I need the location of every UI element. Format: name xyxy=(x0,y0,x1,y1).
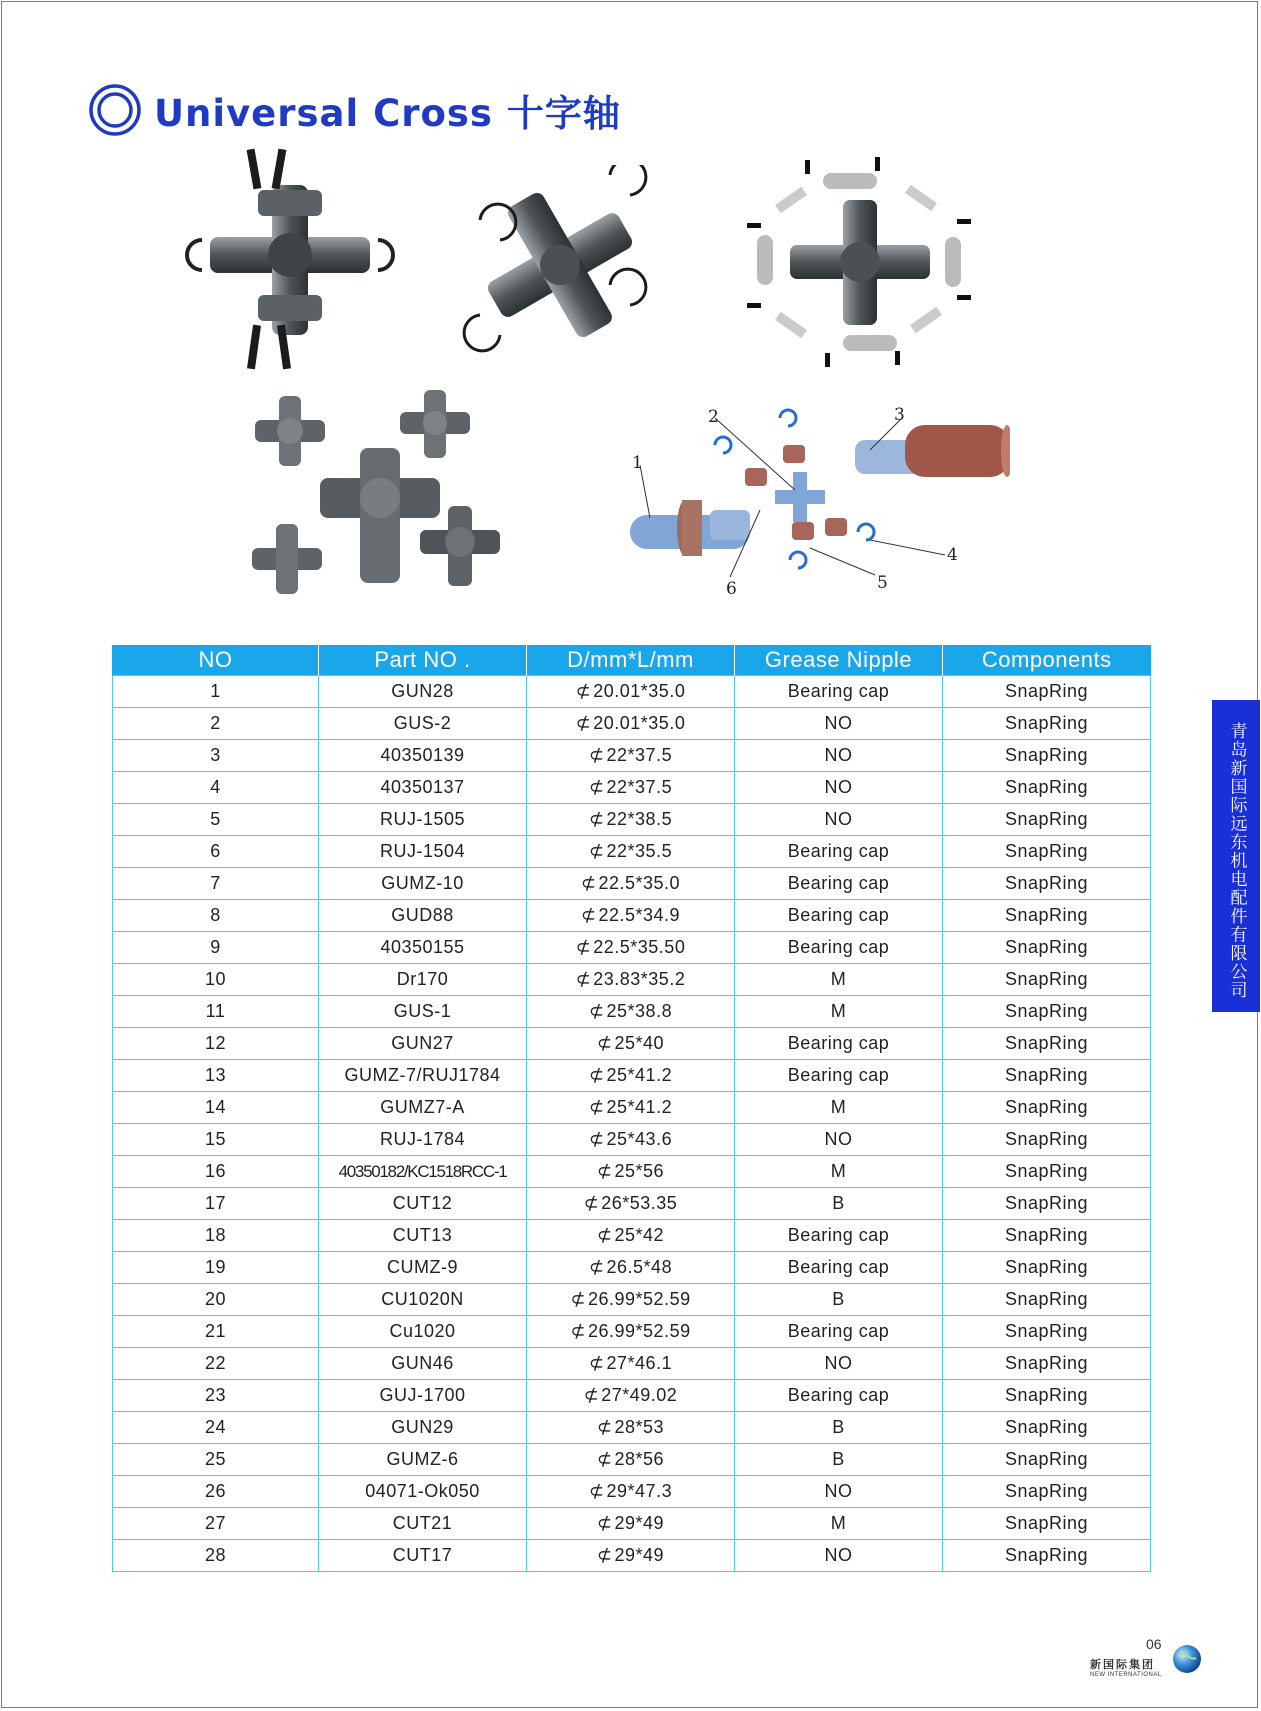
cell-part-no: RUJ-1505 xyxy=(319,804,527,836)
cell-part-no: CU1020N xyxy=(319,1284,527,1316)
cell-part-no: GUMZ-10 xyxy=(319,868,527,900)
diameter-symbol: ⊄ xyxy=(596,1417,613,1437)
cell-grease-nipple: Bearing cap xyxy=(735,900,943,932)
cell-part-no: 04071-Ok050 xyxy=(319,1476,527,1508)
table-row xyxy=(113,996,1151,1028)
diameter-symbol: ⊄ xyxy=(583,1193,600,1213)
forged-cross-blanks-photo xyxy=(250,390,505,605)
table-row xyxy=(113,1124,1151,1156)
diameter-symbol: ⊄ xyxy=(588,809,605,829)
dimension-value: 29*49 xyxy=(614,1545,665,1565)
cell-grease-nipple: Bearing cap xyxy=(735,1380,943,1412)
cell-no: 22 xyxy=(113,1348,319,1380)
cell-grease-nipple: NO xyxy=(735,1476,943,1508)
cell-no: 6 xyxy=(113,836,319,868)
diameter-symbol: ⊄ xyxy=(588,1257,605,1277)
cell-no: 1 xyxy=(113,676,319,708)
cell-no: 13 xyxy=(113,1060,319,1092)
table-row xyxy=(113,1188,1151,1220)
cell-dimensions xyxy=(527,1060,735,1092)
diameter-symbol: ⊄ xyxy=(580,905,597,925)
cell-dimensions xyxy=(527,1508,735,1540)
cell-part-no: GUMZ-6 xyxy=(319,1444,527,1476)
table-row xyxy=(113,868,1151,900)
diameter-symbol: ⊄ xyxy=(575,937,592,957)
cell-dimensions xyxy=(527,964,735,996)
table-row xyxy=(113,1380,1151,1412)
cell-part-no: GUN46 xyxy=(319,1348,527,1380)
dimension-value: 25*38.8 xyxy=(606,1001,673,1021)
cell-grease-nipple: Bearing cap xyxy=(735,1252,943,1284)
cell-no: 14 xyxy=(113,1092,319,1124)
table-row xyxy=(113,1284,1151,1316)
cell-components: SnapRing xyxy=(943,996,1151,1028)
header-dimensions: D/mm*L/mm xyxy=(527,645,735,676)
cell-part-no: 40350137 xyxy=(319,772,527,804)
cell-dimensions xyxy=(527,868,735,900)
cell-grease-nipple: Bearing cap xyxy=(735,1028,943,1060)
diameter-symbol: ⊄ xyxy=(596,1225,613,1245)
side-tab-company xyxy=(1212,700,1260,1012)
table-row xyxy=(113,804,1151,836)
cell-components: SnapRing xyxy=(943,1540,1151,1572)
cell-dimensions xyxy=(527,1476,735,1508)
cell-part-no: CUT21 xyxy=(319,1508,527,1540)
cell-grease-nipple: Bearing cap xyxy=(735,1220,943,1252)
cell-part-no: CUT17 xyxy=(319,1540,527,1572)
cell-components: SnapRing xyxy=(943,868,1151,900)
table-row xyxy=(113,676,1151,708)
cell-components: SnapRing xyxy=(943,804,1151,836)
dimension-value: 26*53.35 xyxy=(601,1193,678,1213)
cell-dimensions xyxy=(527,1220,735,1252)
cell-no: 23 xyxy=(113,1380,319,1412)
cell-components: SnapRing xyxy=(943,1220,1151,1252)
cell-components: SnapRing xyxy=(943,1508,1151,1540)
cell-no: 11 xyxy=(113,996,319,1028)
table-row xyxy=(113,1412,1151,1444)
table-body xyxy=(113,676,1151,1572)
dimension-value: 25*42 xyxy=(614,1225,665,1245)
cell-dimensions xyxy=(527,740,735,772)
diagram-label-6: 6 xyxy=(726,579,737,599)
cell-no: 16 xyxy=(113,1156,319,1188)
table-row xyxy=(113,1028,1151,1060)
table-row xyxy=(113,1540,1151,1572)
cell-part-no: GUN28 xyxy=(319,676,527,708)
cell-grease-nipple: Bearing cap xyxy=(735,836,943,868)
table-row xyxy=(113,1156,1151,1188)
dimension-value: 22*38.5 xyxy=(606,809,673,829)
diagram-label-4: 4 xyxy=(947,545,958,565)
cell-part-no: GUD88 xyxy=(319,900,527,932)
cell-grease-nipple: Bearing cap xyxy=(735,932,943,964)
cell-no: 18 xyxy=(113,1220,319,1252)
dimension-value: 25*56 xyxy=(614,1161,665,1181)
diameter-symbol: ⊄ xyxy=(596,1513,613,1533)
diameter-symbol: ⊄ xyxy=(596,1161,613,1181)
cell-components: SnapRing xyxy=(943,900,1151,932)
cell-components: SnapRing xyxy=(943,708,1151,740)
cell-grease-nipple: Bearing cap xyxy=(735,676,943,708)
cell-dimensions xyxy=(527,1156,735,1188)
cell-part-no: RUJ-1504 xyxy=(319,836,527,868)
cell-grease-nipple: NO xyxy=(735,708,943,740)
diameter-symbol: ⊄ xyxy=(596,1033,613,1053)
table-row xyxy=(113,1220,1151,1252)
page-number: 06 xyxy=(1146,1636,1162,1652)
diagram-label-3: 3 xyxy=(894,405,905,425)
cell-grease-nipple: M xyxy=(735,996,943,1028)
cell-no: 21 xyxy=(113,1316,319,1348)
footer-company-cn: 新国际集团 xyxy=(1090,1658,1155,1671)
cell-dimensions xyxy=(527,1316,735,1348)
cell-grease-nipple: NO xyxy=(735,1348,943,1380)
cell-grease-nipple: M xyxy=(735,964,943,996)
cell-grease-nipple: NO xyxy=(735,1540,943,1572)
diagram-label-2: 2 xyxy=(708,407,719,427)
diameter-symbol: ⊄ xyxy=(588,1065,605,1085)
table-row xyxy=(113,772,1151,804)
cell-dimensions xyxy=(527,1540,735,1572)
cell-dimensions xyxy=(527,804,735,836)
cell-grease-nipple: B xyxy=(735,1284,943,1316)
cell-dimensions xyxy=(527,1348,735,1380)
spec-table xyxy=(112,645,1151,1572)
dimension-value: 22.5*34.9 xyxy=(598,905,681,925)
table-row xyxy=(113,1476,1151,1508)
cell-no: 8 xyxy=(113,900,319,932)
diameter-symbol: ⊄ xyxy=(588,1353,605,1373)
table-header-row xyxy=(113,645,1151,676)
cell-dimensions xyxy=(527,1188,735,1220)
dimension-value: 27*46.1 xyxy=(606,1353,673,1373)
diameter-symbol: ⊄ xyxy=(575,713,592,733)
cell-dimensions xyxy=(527,1412,735,1444)
cell-no: 19 xyxy=(113,1252,319,1284)
cell-no: 26 xyxy=(113,1476,319,1508)
cell-components: SnapRing xyxy=(943,1252,1151,1284)
cell-grease-nipple: M xyxy=(735,1508,943,1540)
dimension-value: 23.83*35.2 xyxy=(593,969,686,989)
cell-part-no: GUN29 xyxy=(319,1412,527,1444)
cell-part-no: GUMZ-7/RUJ1784 xyxy=(319,1060,527,1092)
cell-grease-nipple: Bearing cap xyxy=(735,1060,943,1092)
table-row xyxy=(113,740,1151,772)
cell-no: 7 xyxy=(113,868,319,900)
cell-no: 27 xyxy=(113,1508,319,1540)
diameter-symbol: ⊄ xyxy=(588,1481,605,1501)
dimension-value: 25*41.2 xyxy=(606,1097,673,1117)
cell-grease-nipple: NO xyxy=(735,1124,943,1156)
dimension-value: 26.99*52.59 xyxy=(588,1321,691,1341)
cell-grease-nipple: M xyxy=(735,1156,943,1188)
diameter-symbol: ⊄ xyxy=(575,969,592,989)
cell-no: 4 xyxy=(113,772,319,804)
cell-no: 25 xyxy=(113,1444,319,1476)
cell-dimensions xyxy=(527,836,735,868)
cell-components: SnapRing xyxy=(943,1092,1151,1124)
cell-no: 28 xyxy=(113,1540,319,1572)
diameter-symbol: ⊄ xyxy=(570,1289,586,1309)
footer-company-en: NEW INTERNATIONAL xyxy=(1090,1672,1162,1678)
globe-icon xyxy=(1172,1644,1202,1674)
table-row xyxy=(113,900,1151,932)
dimension-value: 20.01*35.0 xyxy=(593,681,686,701)
diameter-symbol: ⊄ xyxy=(588,1097,605,1117)
cell-dimensions xyxy=(527,708,735,740)
cell-components: SnapRing xyxy=(943,1188,1151,1220)
cell-dimensions xyxy=(527,1124,735,1156)
cell-part-no: GUS-1 xyxy=(319,996,527,1028)
cell-components: SnapRing xyxy=(943,1028,1151,1060)
header-part-no: Part NO . xyxy=(319,645,527,676)
cell-part-no: CUT12 xyxy=(319,1188,527,1220)
cell-no: 5 xyxy=(113,804,319,836)
header-components: Components xyxy=(943,645,1151,676)
table-row xyxy=(113,1060,1151,1092)
side-tab-text: 青岛新国际远东机电配件有限公司 xyxy=(1226,722,1247,1000)
diameter-symbol: ⊄ xyxy=(580,873,597,893)
cell-components: SnapRing xyxy=(943,964,1151,996)
diameter-symbol: ⊄ xyxy=(588,1129,605,1149)
table-row xyxy=(113,1444,1151,1476)
cell-dimensions xyxy=(527,1092,735,1124)
dimension-value: 22*37.5 xyxy=(606,745,673,765)
table-row xyxy=(113,708,1151,740)
dimension-value: 26.5*48 xyxy=(606,1257,673,1277)
cell-components: SnapRing xyxy=(943,772,1151,804)
cell-grease-nipple: Bearing cap xyxy=(735,1316,943,1348)
cell-part-no: CUT13 xyxy=(319,1220,527,1252)
dimension-value: 22.5*35.50 xyxy=(593,937,686,957)
diameter-symbol: ⊄ xyxy=(570,1321,586,1341)
cell-grease-nipple: B xyxy=(735,1444,943,1476)
table-row xyxy=(113,932,1151,964)
cell-components: SnapRing xyxy=(943,1476,1151,1508)
cell-components: SnapRing xyxy=(943,1284,1151,1316)
table-row xyxy=(113,836,1151,868)
cell-dimensions xyxy=(527,1284,735,1316)
cell-no: 17 xyxy=(113,1188,319,1220)
cell-part-no: Dr170 xyxy=(319,964,527,996)
table-row xyxy=(113,1316,1151,1348)
cell-dimensions xyxy=(527,932,735,964)
cell-grease-nipple: NO xyxy=(735,740,943,772)
header-no: NO xyxy=(113,645,319,676)
cell-components: SnapRing xyxy=(943,740,1151,772)
cell-components: SnapRing xyxy=(943,1412,1151,1444)
cell-dimensions xyxy=(527,676,735,708)
table-row xyxy=(113,1508,1151,1540)
universal-cross-photo-bearing-cap xyxy=(180,145,400,375)
cell-dimensions xyxy=(527,1028,735,1060)
diameter-symbol: ⊄ xyxy=(588,745,605,765)
cell-no: 2 xyxy=(113,708,319,740)
cell-components: SnapRing xyxy=(943,1316,1151,1348)
diameter-symbol: ⊄ xyxy=(588,841,605,861)
dimension-value: 25*40 xyxy=(614,1033,665,1053)
dimension-value: 29*47.3 xyxy=(606,1481,673,1501)
dimension-value: 22*37.5 xyxy=(606,777,673,797)
diameter-symbol: ⊄ xyxy=(596,1545,613,1565)
cell-no: 20 xyxy=(113,1284,319,1316)
dimension-value: 26.99*52.59 xyxy=(588,1289,691,1309)
diagram-label-5: 5 xyxy=(877,573,888,593)
cell-grease-nipple: Bearing cap xyxy=(735,868,943,900)
cell-dimensions xyxy=(527,772,735,804)
cell-part-no: GUS-2 xyxy=(319,708,527,740)
diameter-symbol: ⊄ xyxy=(588,777,605,797)
table-row xyxy=(113,964,1151,996)
cell-components: SnapRing xyxy=(943,932,1151,964)
cell-components: SnapRing xyxy=(943,676,1151,708)
dimension-value: 22*35.5 xyxy=(606,841,673,861)
cell-grease-nipple: B xyxy=(735,1412,943,1444)
cell-part-no: 40350139 xyxy=(319,740,527,772)
footer-logo xyxy=(1090,1636,1210,1696)
cell-part-no: RUJ-1784 xyxy=(319,1124,527,1156)
cell-dimensions xyxy=(527,1380,735,1412)
table-row xyxy=(113,1252,1151,1284)
page-title: Universal Cross 十字轴 xyxy=(154,92,621,135)
title-block xyxy=(88,80,621,140)
cell-part-no: Cu1020 xyxy=(319,1316,527,1348)
cell-no: 3 xyxy=(113,740,319,772)
dimension-value: 20.01*35.0 xyxy=(593,713,686,733)
cell-no: 24 xyxy=(113,1412,319,1444)
table-row xyxy=(113,1092,1151,1124)
dimension-value: 28*56 xyxy=(614,1449,665,1469)
exploded-driveshaft-diagram xyxy=(620,400,1010,600)
cell-grease-nipple: NO xyxy=(735,772,943,804)
cell-grease-nipple: B xyxy=(735,1188,943,1220)
cell-components: SnapRing xyxy=(943,836,1151,868)
dimension-value: 25*43.6 xyxy=(606,1129,673,1149)
cell-part-no: 40350155 xyxy=(319,932,527,964)
cell-no: 15 xyxy=(113,1124,319,1156)
cell-dimensions xyxy=(527,1444,735,1476)
cell-components: SnapRing xyxy=(943,1156,1151,1188)
cell-dimensions xyxy=(527,996,735,1028)
cell-components: SnapRing xyxy=(943,1124,1151,1156)
cell-dimensions xyxy=(527,1252,735,1284)
diameter-symbol: ⊄ xyxy=(588,1001,605,1021)
dimension-value: 29*49 xyxy=(614,1513,665,1533)
cell-part-no: 40350182/KC1518RCC-1 xyxy=(319,1156,527,1188)
table-row xyxy=(113,1348,1151,1380)
cell-part-no: CUMZ-9 xyxy=(319,1252,527,1284)
diagram-label-1: 1 xyxy=(632,453,643,473)
cell-no: 10 xyxy=(113,964,319,996)
dimension-value: 27*49.02 xyxy=(601,1385,678,1405)
universal-cross-photo-plate-kit xyxy=(745,155,975,370)
cell-components: SnapRing xyxy=(943,1060,1151,1092)
header-grease-nipple: Grease Nipple xyxy=(735,645,943,676)
cell-components: SnapRing xyxy=(943,1348,1151,1380)
dimension-value: 25*41.2 xyxy=(606,1065,673,1085)
cell-part-no: GUN27 xyxy=(319,1028,527,1060)
dimension-value: 28*53 xyxy=(614,1417,665,1437)
cell-components: SnapRing xyxy=(943,1380,1151,1412)
diameter-symbol: ⊄ xyxy=(575,681,592,701)
cell-dimensions xyxy=(527,900,735,932)
cell-grease-nipple: M xyxy=(735,1092,943,1124)
concentric-circles-icon xyxy=(88,83,142,137)
dimension-value: 22.5*35.0 xyxy=(598,873,681,893)
cell-components: SnapRing xyxy=(943,1444,1151,1476)
diameter-symbol: ⊄ xyxy=(596,1449,613,1469)
universal-cross-photo-snap-ring xyxy=(460,165,660,360)
cell-no: 9 xyxy=(113,932,319,964)
cell-part-no: GUJ-1700 xyxy=(319,1380,527,1412)
cell-part-no: GUMZ7-A xyxy=(319,1092,527,1124)
diameter-symbol: ⊄ xyxy=(583,1385,600,1405)
cell-no: 12 xyxy=(113,1028,319,1060)
cell-grease-nipple: NO xyxy=(735,804,943,836)
